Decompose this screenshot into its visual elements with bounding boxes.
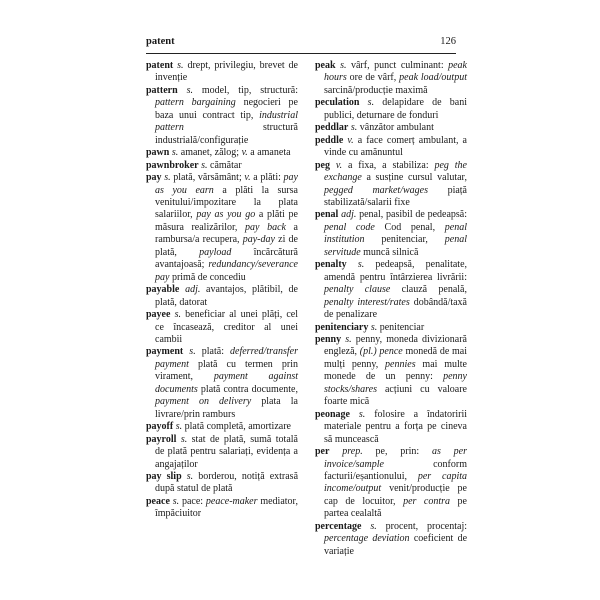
dictionary-entry [315, 209, 467, 259]
dictionary-entry [315, 135, 467, 160]
headword: peg [315, 159, 330, 171]
italic-text: peak load/output [399, 72, 467, 84]
italic-text: v. [244, 172, 251, 184]
headword: patent [146, 60, 174, 71]
header-rule [146, 53, 456, 54]
definition-text: a plăti pe măsura realizărilor, [155, 209, 298, 233]
definition-text: beneficiar al unei plăți, cel ce încasează, creditor al unei cambii [155, 309, 298, 345]
definition-text: sarcină/producție maximă [324, 84, 428, 96]
italic-text: payload [199, 246, 232, 258]
dictionary-entry [146, 160, 298, 172]
definition-text: acțiuni cu valoare foarte mică [324, 383, 467, 408]
dictionary-entry [146, 471, 298, 496]
definition-text: a plăti la sursa venitului/impozitare la plata salariilor, [155, 184, 298, 221]
italic-text: pay as you earn [155, 172, 298, 196]
dictionary-entry [146, 172, 298, 284]
dictionary-entry [315, 122, 467, 134]
italic-text: s. [201, 159, 208, 171]
italic-text: s. [171, 147, 179, 159]
definition-text: mai multe monede de un penny: [324, 358, 467, 383]
dictionary-entry [146, 496, 298, 521]
definition-text: pe partea cealaltă [324, 495, 467, 520]
definition-text: piață stabilizată/salarii fixe [324, 184, 467, 208]
definition-text: structură industrială/configurație [155, 122, 298, 146]
italic-text: s. [367, 97, 375, 109]
dictionary-entry [146, 309, 298, 346]
headword: payee [146, 309, 171, 321]
italic-text: pattern bargaining [155, 97, 236, 109]
definition-text: stat de plată, sumă totală de plată pentru salariați, evidența a angajaților [155, 433, 298, 470]
page-number: 126 [440, 36, 456, 47]
italic-text: percentage deviation [324, 533, 410, 545]
italic-text: peace-maker [205, 495, 258, 507]
italic-text: s. [358, 408, 366, 420]
headword: peculation [315, 97, 360, 109]
headword: payoff [146, 421, 174, 433]
italic-text: s. [345, 333, 352, 345]
definition-text: pedeapsă, penalitate, amendă pentru întârzierea livrării: [324, 259, 468, 283]
definition-text: a amaneta [247, 147, 291, 159]
definition-text: a fixa, a stabiliza: [342, 159, 435, 171]
dictionary-entry [146, 85, 298, 147]
definition-text: drept, privilegiu, brevet de invenție [155, 60, 298, 84]
definition-text: pe, prin: [362, 446, 432, 458]
definition-text: penitenciar [377, 321, 425, 333]
definition-text [178, 85, 187, 96]
headword: peddlar [315, 122, 349, 134]
italic-text: adj. [185, 284, 201, 296]
definition-text: dobândă/taxă de penalizare [324, 296, 467, 321]
headword: peak [315, 60, 336, 71]
definition-text: negocieri pe baza unui contract tip, [155, 97, 298, 121]
definition-text: a face comerț ambulant, a vinde cu amănuntul [324, 134, 468, 159]
dictionary-entry [146, 147, 298, 159]
headword: penny [315, 333, 342, 345]
definition-text: vârf, punct culminant: [346, 60, 449, 71]
italic-text: s. [357, 259, 365, 271]
definition-text: zi de plată, [155, 234, 298, 258]
headword: peonage [315, 408, 350, 420]
italic-text: peak hours [324, 60, 467, 84]
definition-text: a rambursa/a recupera, [155, 221, 298, 246]
italic-text: pegged market/wages [324, 184, 428, 196]
italic-text: penal code [324, 221, 375, 233]
italic-text: penal institution [324, 221, 468, 246]
italic-text: s. [174, 309, 181, 321]
italic-text: s. [172, 495, 180, 507]
definition-text: plata la livrare/prin ramburs [155, 396, 298, 420]
italic-text: pay as you go [196, 209, 256, 221]
definition-text: vânzător ambulant [357, 122, 434, 134]
definition-text: a susține cursul valutar, [361, 172, 467, 184]
italic-text: penalty clause [324, 284, 391, 296]
headword: pay [146, 172, 162, 184]
headword: pattern [146, 84, 178, 96]
italic-text: penalty interest/rates [324, 296, 410, 308]
headword: pawnbroker [146, 159, 199, 171]
definition-text: cămătar [207, 159, 242, 171]
italic-text: payment on delivery [155, 396, 252, 408]
definition-text: Cod penal, [374, 221, 445, 233]
definition-text: plată, vărsământ; [170, 172, 245, 184]
italic-text: per capita income/output [324, 470, 467, 495]
dictionary-entry [146, 60, 298, 85]
italic-text: s. [350, 122, 358, 134]
italic-text: redundancy/severance pay [155, 259, 298, 283]
italic-text: s. [370, 520, 377, 532]
dictionary-entry [315, 409, 467, 446]
definition-text: încărcătură avantajoasă; [155, 246, 298, 271]
right-column [315, 60, 467, 558]
definition-text: muncă silnică [360, 246, 419, 258]
definition-text: coeficient de variație [324, 533, 468, 557]
headword: percentage [315, 520, 362, 532]
italic-text: adj. [341, 209, 357, 221]
dictionary-entry [315, 521, 467, 558]
headword: payment [146, 346, 184, 358]
definition-text: avantajos, plătibil, de plată, datorat [155, 284, 298, 308]
italic-text: (pl.) pence [359, 346, 403, 358]
definition-text: ore de vârf, [346, 72, 400, 84]
definition-text: conform facturii/eșantionului, [324, 458, 467, 482]
italic-text: s. [189, 346, 196, 358]
italic-text: s. [164, 172, 171, 184]
definition-text: borderou, notiță extrasă după statul de plată [155, 470, 299, 495]
dictionary-entry [146, 434, 298, 471]
definition-text [350, 409, 359, 420]
definition-text [359, 97, 367, 108]
headword: penal [315, 209, 339, 221]
dictionary-entry [315, 322, 467, 334]
definition-text: primă de concediu [169, 271, 246, 283]
definition-text: model, tip, structură: [192, 84, 298, 96]
headword: payroll [146, 433, 177, 445]
definition-text: pace: [179, 495, 206, 507]
dictionary-entry [146, 346, 298, 421]
definition-text: a plăti: [250, 172, 284, 184]
headword: payable [146, 284, 180, 296]
italic-text: industrial pattern [155, 109, 298, 134]
italic-text: v. [347, 134, 354, 146]
italic-text: peg the exchange [324, 159, 467, 184]
italic-text: s. [175, 421, 183, 433]
italic-text: pennies [385, 358, 416, 370]
definition-text: plată completă, amortizare [182, 421, 291, 433]
dictionary-entry [315, 60, 467, 97]
definition-text: procent, procentaj: [376, 520, 468, 532]
italic-text: penny stocks/shares [324, 371, 467, 395]
running-head: patent [146, 36, 175, 47]
definition-text: penitenciar, [364, 234, 445, 246]
italic-text: as per invoice/sample [324, 446, 468, 470]
italic-text: s. [180, 433, 188, 445]
definition-text: plată cu termen prin virament, [155, 358, 298, 383]
definition-text: clauză penală, [390, 284, 467, 296]
italic-text: s. [340, 60, 347, 71]
italic-text: v. [335, 159, 343, 171]
page-header [146, 36, 456, 52]
definition-text [329, 446, 342, 457]
headword: pawn [146, 147, 170, 159]
dictionary-entry [146, 421, 298, 433]
definition-text: penny, moneda divizionară engleză, [324, 333, 467, 358]
dictionary-entry [146, 284, 298, 309]
italic-text: deferred/transfer payment [155, 346, 298, 370]
italic-text: s. [177, 60, 184, 71]
italic-text: penal servitude [324, 234, 467, 258]
dictionary-entry [315, 334, 467, 409]
definition-text [347, 259, 358, 270]
dictionary-entry [315, 160, 467, 210]
definition-text: amanet, zălog; [178, 147, 242, 159]
definition-text: mediator, împăciuitor [155, 495, 298, 520]
italic-text: s. [370, 321, 378, 333]
italic-text: s. [186, 84, 193, 96]
italic-text: payment against documents [155, 371, 298, 395]
definition-text: monedă de mai mulți penny, [324, 346, 467, 370]
italic-text: s. [186, 470, 194, 482]
headword: penalty [315, 259, 347, 271]
definition-text: penal, pasibil de pedeapsă: [356, 209, 468, 221]
definition-text: venit/producție pe cap de locuitor, [324, 483, 467, 507]
definition-text: plată: [195, 346, 231, 358]
italic-text: per contra [403, 495, 451, 507]
dictionary-entry [315, 446, 467, 521]
italic-text: pay back [245, 221, 286, 233]
definition-text: delapidare de bani publici, deturnare de fonduri [324, 97, 468, 121]
italic-text: prep. [342, 446, 363, 458]
definition-text: plată contra documente, [197, 383, 298, 395]
headword: per [315, 446, 330, 458]
left-column [146, 60, 298, 521]
italic-text: pay-day [242, 234, 275, 246]
headword: pay slip [146, 470, 182, 482]
dictionary-entry [315, 97, 467, 122]
headword: peddle [315, 134, 344, 146]
italic-text: v. [241, 147, 248, 159]
definition-text: folosire a îndatoririi materiale pentru a forța pe cineva să muncească [324, 408, 467, 445]
dictionary-entry [315, 259, 467, 321]
headword: peace [146, 495, 170, 507]
headword: penitenciary [315, 321, 369, 333]
